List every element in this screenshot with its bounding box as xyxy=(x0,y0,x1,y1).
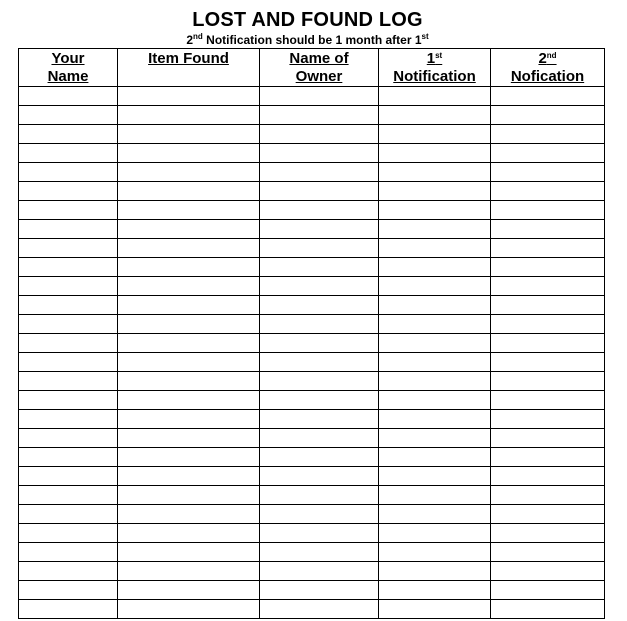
header-row xyxy=(19,49,605,87)
your-name-cell[interactable] xyxy=(19,315,118,334)
your-name-cell[interactable] xyxy=(19,410,118,429)
your-name-cell[interactable] xyxy=(19,562,118,581)
your-name-cell[interactable] xyxy=(19,543,118,562)
name-of-owner-cell[interactable] xyxy=(260,486,379,505)
name-of-owner-cell[interactable] xyxy=(260,429,379,448)
name-of-owner-cell[interactable] xyxy=(260,277,379,296)
first-notification-cell[interactable] xyxy=(379,505,491,524)
table-row xyxy=(19,277,605,296)
item-found-cell[interactable] xyxy=(118,410,260,429)
table-row xyxy=(19,372,605,391)
table-row xyxy=(19,600,605,619)
header-line-1: 1 xyxy=(426,50,436,67)
name-of-owner-cell[interactable] xyxy=(260,334,379,353)
second-notification-cell[interactable] xyxy=(491,106,605,125)
item-found-cell[interactable] xyxy=(118,467,260,486)
column-header-first-notification xyxy=(379,49,491,87)
item-found-cell[interactable] xyxy=(118,600,260,619)
your-name-cell[interactable] xyxy=(19,201,118,220)
your-name-cell[interactable] xyxy=(19,220,118,239)
header-line-2: Notification xyxy=(393,68,476,85)
first-notification-cell[interactable] xyxy=(379,315,491,334)
first-notification-cell[interactable] xyxy=(379,201,491,220)
item-found-cell[interactable] xyxy=(118,334,260,353)
header-line-2: Owner xyxy=(295,68,343,85)
column-header-label xyxy=(379,49,490,86)
page-title: LOST AND FOUND LOG xyxy=(192,9,423,31)
table-row xyxy=(19,486,605,505)
second-notification-cell[interactable] xyxy=(491,334,605,353)
name-of-owner-cell[interactable] xyxy=(260,125,379,144)
second-notification-cell[interactable] xyxy=(491,467,605,486)
your-name-cell[interactable] xyxy=(19,581,118,600)
item-found-cell[interactable] xyxy=(118,239,260,258)
item-found-cell[interactable] xyxy=(118,163,260,182)
item-found-cell[interactable] xyxy=(118,543,260,562)
second-notification-cell[interactable] xyxy=(491,258,605,277)
second-notification-cell[interactable] xyxy=(491,277,605,296)
item-found-cell[interactable] xyxy=(118,581,260,600)
subtitle-text-1: 2 xyxy=(186,33,194,47)
table-row xyxy=(19,410,605,429)
item-found-cell[interactable] xyxy=(118,87,260,106)
second-notification-cell[interactable] xyxy=(491,353,605,372)
first-notification-cell[interactable] xyxy=(379,524,491,543)
item-found-cell[interactable] xyxy=(118,258,260,277)
column-header-item-found xyxy=(118,49,260,87)
first-notification-cell[interactable] xyxy=(379,239,491,258)
item-found-cell[interactable] xyxy=(118,524,260,543)
table-row xyxy=(19,106,605,125)
second-notification-cell[interactable] xyxy=(491,429,605,448)
name-of-owner-cell[interactable] xyxy=(260,106,379,125)
item-found-cell[interactable] xyxy=(118,429,260,448)
log-table-body xyxy=(19,87,605,619)
first-notification-cell[interactable] xyxy=(379,391,491,410)
header-line-1: Name of xyxy=(289,50,349,67)
name-of-owner-cell[interactable] xyxy=(260,201,379,220)
item-found-cell[interactable] xyxy=(118,505,260,524)
name-of-owner-cell[interactable] xyxy=(260,87,379,106)
first-notification-cell[interactable] xyxy=(379,258,491,277)
your-name-cell[interactable] xyxy=(19,277,118,296)
item-found-cell[interactable] xyxy=(118,125,260,144)
second-notification-cell[interactable] xyxy=(491,410,605,429)
table-row xyxy=(19,467,605,486)
table-row xyxy=(19,505,605,524)
table-row xyxy=(19,163,605,182)
name-of-owner-cell[interactable] xyxy=(260,353,379,372)
table-row xyxy=(19,258,605,277)
item-found-cell[interactable] xyxy=(118,296,260,315)
first-notification-cell[interactable] xyxy=(379,220,491,239)
your-name-cell[interactable] xyxy=(19,505,118,524)
column-header-name-of-owner xyxy=(260,49,379,87)
table-row xyxy=(19,315,605,334)
table-row xyxy=(19,334,605,353)
name-of-owner-cell[interactable] xyxy=(260,258,379,277)
name-of-owner-cell[interactable] xyxy=(260,296,379,315)
header-line-1: 2 xyxy=(538,50,547,67)
table-row xyxy=(19,448,605,467)
first-notification-cell[interactable] xyxy=(379,486,491,505)
first-notification-cell[interactable] xyxy=(379,448,491,467)
second-notification-cell[interactable] xyxy=(491,296,605,315)
item-found-cell[interactable] xyxy=(118,562,260,581)
second-notification-cell[interactable] xyxy=(491,144,605,163)
name-of-owner-cell[interactable] xyxy=(260,410,379,429)
name-of-owner-cell[interactable] xyxy=(260,562,379,581)
first-notification-cell[interactable] xyxy=(379,163,491,182)
your-name-cell[interactable] xyxy=(19,296,118,315)
header-superscript: nd xyxy=(546,51,557,60)
second-notification-cell[interactable] xyxy=(491,163,605,182)
second-notification-cell[interactable] xyxy=(491,372,605,391)
table-row xyxy=(19,562,605,581)
your-name-cell[interactable] xyxy=(19,391,118,410)
name-of-owner-cell[interactable] xyxy=(260,220,379,239)
your-name-cell[interactable] xyxy=(19,163,118,182)
your-name-cell[interactable] xyxy=(19,448,118,467)
column-header-label xyxy=(260,49,378,86)
item-found-cell[interactable] xyxy=(118,144,260,163)
table-row xyxy=(19,391,605,410)
column-header-your-name xyxy=(19,49,118,87)
your-name-cell[interactable] xyxy=(19,258,118,277)
second-notification-cell[interactable] xyxy=(491,524,605,543)
column-header-second-notification xyxy=(491,49,605,87)
table-row xyxy=(19,239,605,258)
your-name-cell[interactable] xyxy=(19,106,118,125)
item-found-cell[interactable] xyxy=(118,106,260,125)
header-line-2: Nofication xyxy=(510,68,585,85)
your-name-cell[interactable] xyxy=(19,125,118,144)
your-name-cell[interactable] xyxy=(19,182,118,201)
name-of-owner-cell[interactable] xyxy=(260,144,379,163)
first-notification-cell[interactable] xyxy=(379,106,491,125)
header-line-1: Item Found xyxy=(148,50,229,67)
header-line-2: Name xyxy=(47,68,89,85)
page-subtitle xyxy=(0,33,615,47)
table-row xyxy=(19,144,605,163)
second-notification-cell[interactable] xyxy=(491,182,605,201)
item-found-cell[interactable] xyxy=(118,182,260,201)
name-of-owner-cell[interactable] xyxy=(260,581,379,600)
first-notification-cell[interactable] xyxy=(379,600,491,619)
table-row xyxy=(19,182,605,201)
header-line-1: Your xyxy=(51,50,85,67)
name-of-owner-cell[interactable] xyxy=(260,239,379,258)
first-notification-cell[interactable] xyxy=(379,543,491,562)
subtitle-text-2: Notification should be 1 month after 1 xyxy=(202,33,422,47)
first-notification-cell[interactable] xyxy=(379,429,491,448)
table-row xyxy=(19,125,605,144)
name-of-owner-cell[interactable] xyxy=(260,372,379,391)
your-name-cell[interactable] xyxy=(19,486,118,505)
second-notification-cell[interactable] xyxy=(491,125,605,144)
second-notification-cell[interactable] xyxy=(491,391,605,410)
second-notification-cell[interactable] xyxy=(491,220,605,239)
your-name-cell[interactable] xyxy=(19,429,118,448)
table-row xyxy=(19,543,605,562)
name-of-owner-cell[interactable] xyxy=(260,524,379,543)
first-notification-cell[interactable] xyxy=(379,334,491,353)
first-notification-cell[interactable] xyxy=(379,87,491,106)
table-row xyxy=(19,296,605,315)
second-notification-cell[interactable] xyxy=(491,486,605,505)
second-notification-cell[interactable] xyxy=(491,581,605,600)
name-of-owner-cell[interactable] xyxy=(260,448,379,467)
second-notification-cell[interactable] xyxy=(491,505,605,524)
name-of-owner-cell[interactable] xyxy=(260,505,379,524)
name-of-owner-cell[interactable] xyxy=(260,315,379,334)
first-notification-cell[interactable] xyxy=(379,144,491,163)
column-header-label xyxy=(118,49,259,68)
your-name-cell[interactable] xyxy=(19,600,118,619)
second-notification-cell[interactable] xyxy=(491,201,605,220)
second-notification-cell[interactable] xyxy=(491,448,605,467)
your-name-cell[interactable] xyxy=(19,144,118,163)
name-of-owner-cell[interactable] xyxy=(260,182,379,201)
second-notification-cell[interactable] xyxy=(491,239,605,258)
column-header-label xyxy=(19,49,117,86)
your-name-cell[interactable] xyxy=(19,87,118,106)
item-found-cell[interactable] xyxy=(118,448,260,467)
first-notification-cell[interactable] xyxy=(379,562,491,581)
item-found-cell[interactable] xyxy=(118,353,260,372)
item-found-cell[interactable] xyxy=(118,315,260,334)
column-header-label xyxy=(491,49,604,86)
your-name-cell[interactable] xyxy=(19,524,118,543)
item-found-cell[interactable] xyxy=(118,277,260,296)
table-row xyxy=(19,581,605,600)
first-notification-cell[interactable] xyxy=(379,182,491,201)
item-found-cell[interactable] xyxy=(118,372,260,391)
log-table xyxy=(18,48,605,619)
item-found-cell[interactable] xyxy=(118,201,260,220)
your-name-cell[interactable] xyxy=(19,353,118,372)
table-row xyxy=(19,87,605,106)
table-row xyxy=(19,220,605,239)
your-name-cell[interactable] xyxy=(19,372,118,391)
your-name-cell[interactable] xyxy=(19,239,118,258)
second-notification-cell[interactable] xyxy=(491,562,605,581)
name-of-owner-cell[interactable] xyxy=(260,163,379,182)
name-of-owner-cell[interactable] xyxy=(260,467,379,486)
second-notification-cell[interactable] xyxy=(491,315,605,334)
table-row xyxy=(19,201,605,220)
second-notification-cell[interactable] xyxy=(491,543,605,562)
first-notification-cell[interactable] xyxy=(379,372,491,391)
table-row xyxy=(19,353,605,372)
first-notification-cell[interactable] xyxy=(379,467,491,486)
subtitle-superscript-1: nd xyxy=(193,32,203,41)
second-notification-cell[interactable] xyxy=(491,87,605,106)
name-of-owner-cell[interactable] xyxy=(260,600,379,619)
first-notification-cell[interactable] xyxy=(379,277,491,296)
item-found-cell[interactable] xyxy=(118,220,260,239)
first-notification-cell[interactable] xyxy=(379,353,491,372)
your-name-cell[interactable] xyxy=(19,334,118,353)
table-row xyxy=(19,524,605,543)
name-of-owner-cell[interactable] xyxy=(260,391,379,410)
item-found-cell[interactable] xyxy=(118,391,260,410)
header-superscript: st xyxy=(435,51,443,60)
first-notification-cell[interactable] xyxy=(379,581,491,600)
your-name-cell[interactable] xyxy=(19,467,118,486)
second-notification-cell[interactable] xyxy=(491,600,605,619)
first-notification-cell[interactable] xyxy=(379,410,491,429)
name-of-owner-cell[interactable] xyxy=(260,543,379,562)
first-notification-cell[interactable] xyxy=(379,296,491,315)
table-row xyxy=(19,429,605,448)
first-notification-cell[interactable] xyxy=(379,125,491,144)
subtitle-superscript-2: st xyxy=(421,32,429,41)
item-found-cell[interactable] xyxy=(118,486,260,505)
